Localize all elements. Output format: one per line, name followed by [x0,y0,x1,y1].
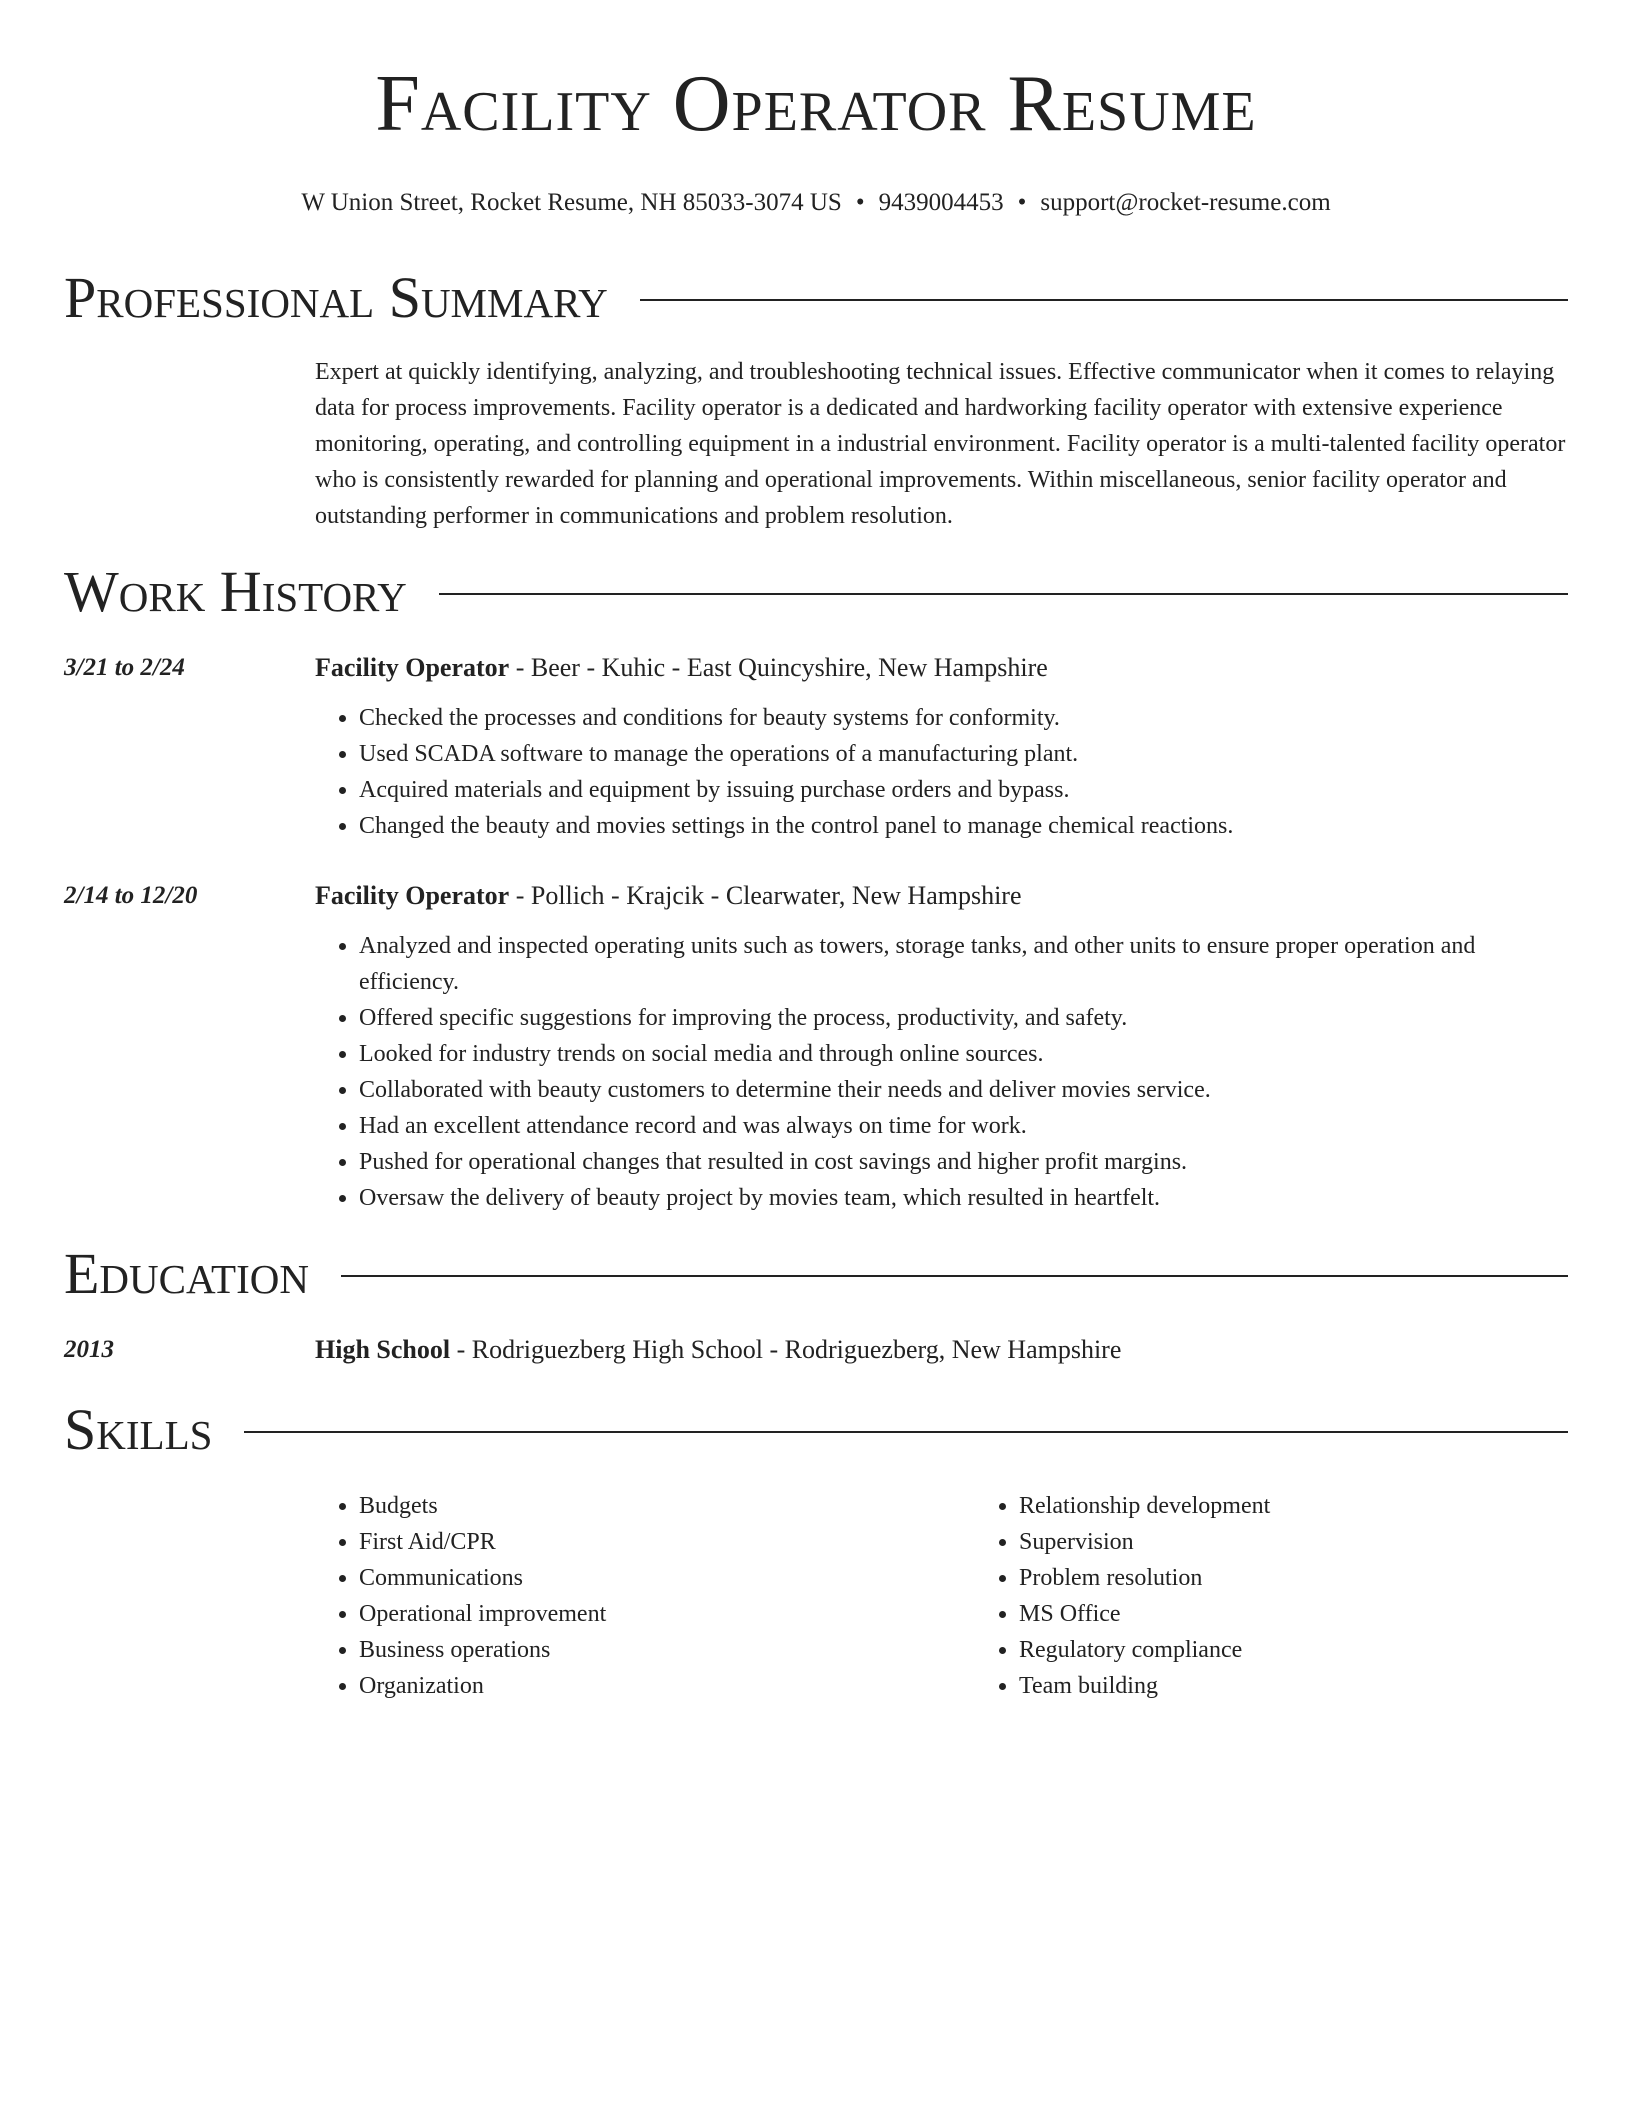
job-entry [64,650,1568,844]
skill-item: • Operational improvement [359,1596,975,1632]
skills-list-left [315,1488,975,1704]
contact-email: support@rocket-resume.com [1040,189,1331,216]
section-divider [244,1431,1568,1433]
skill-item: • Business operations [359,1632,975,1668]
contact-separator: • [1017,189,1027,216]
job-title: Facility Operator [315,881,510,910]
job-bullet: • Acquired materials and equipment by issuing purchase orders and bypass. [359,772,1568,808]
skills-list-right [975,1488,1632,1704]
section-divider [439,593,1568,595]
section-divider [640,299,1568,301]
resume-title: Facility Operator Resume [375,60,1257,148]
job-employer: - Beer - Kuhic - East Quincyshire, New Hampshire [509,653,1048,682]
job-bullet: • Checked the processes and conditions for beauty systems for conformity. [359,700,1568,736]
education-school: - Rodriguezberg High School - Rodriguezberg, New Hampshire [450,1335,1122,1364]
job-entry [64,878,1568,1216]
section-header-education [64,1242,1568,1306]
job-bullet: • Offered specific suggestions for improving the process, productivity, and safety. [359,1000,1568,1036]
education-header [315,1332,1568,1368]
skill-item: • Problem resolution [1019,1560,1632,1596]
contact-address: W Union Street, Rocket Resume, NH 85033-3074 US [301,189,842,216]
skill-item: • Regulatory compliance [1019,1632,1632,1668]
job-bullets [315,700,1568,844]
contact-line [64,186,1568,220]
job-header [315,650,1568,686]
section-header-summary [64,266,1568,330]
education-entry [64,1332,1568,1368]
summary-spacer [64,354,315,534]
job-bullet: • Pushed for operational changes that resulted in cost savings and higher profit margins. [359,1144,1568,1180]
skill-item: • MS Office [1019,1596,1632,1632]
job-header [315,878,1568,914]
section-divider [341,1275,1568,1277]
skill-item: • Relationship development [1019,1488,1632,1524]
skill-item: • Budgets [359,1488,975,1524]
skill-item: • Organization [359,1668,975,1704]
skill-item: • First Aid/CPR [359,1524,975,1560]
summary-text: Expert at quickly identifying, analyzing, and troubleshooting technical issues. Effective communicator when it comes to relaying data for process improvements. Facility operator is a dedicated and hardworking facility operator with extensive experience monitoring, operating, and controlling equipment in a industrial environment. Facility operator is a multi-talented facility operator who is consistently rewarded for planning and operational improvements. Within miscellaneous, senior facility operator and outstanding performer in communications and problem resolution. [315,359,1566,529]
job-dates: 2/14 to 12/20 [64,882,198,909]
education-year: 2013 [64,1336,114,1363]
education-degree: High School [315,1335,451,1364]
job-bullet: • Analyzed and inspected operating units such as towers, storage tanks, and other units to ensure proper operation and efficiency. [359,928,1568,1000]
job-bullet: • Looked for industry trends on social media and through online sources. [359,1036,1568,1072]
section-title-work-history: Work History [64,559,407,624]
skills-spacer [64,1488,315,1704]
job-bullet: • Collaborated with beauty customers to determine their needs and deliver movies service. [359,1072,1568,1108]
section-title-skills: Skills [64,1397,213,1462]
job-title: Facility Operator [315,653,510,682]
section-header-skills [64,1398,1568,1462]
job-bullet: • Changed the beauty and movies settings in the control panel to manage chemical reactions. [359,808,1568,844]
skill-item: • Supervision [1019,1524,1632,1560]
section-title-summary: Professional Summary [64,265,608,330]
section-title-education: Education [64,1241,309,1306]
job-bullets [315,928,1568,1216]
section-header-work-history [64,560,1568,624]
summary-row [64,354,1568,534]
contact-separator: • [855,189,865,216]
job-bullet: • Had an excellent attendance record and was always on time for work. [359,1108,1568,1144]
job-dates: 3/21 to 2/24 [64,654,185,681]
contact-phone: 9439004453 [878,189,1004,216]
resume-page [64,0,1568,1704]
skills-row [64,1488,1568,1704]
job-bullet: • Used SCADA software to manage the operations of a manufacturing plant. [359,736,1568,772]
skill-item: • Team building [1019,1668,1632,1704]
skill-item: • Communications [359,1560,975,1596]
job-employer: - Pollich - Krajcik - Clearwater, New Hampshire [509,881,1022,910]
job-bullet: • Oversaw the delivery of beauty project by movies team, which resulted in heartfelt. [359,1180,1568,1216]
